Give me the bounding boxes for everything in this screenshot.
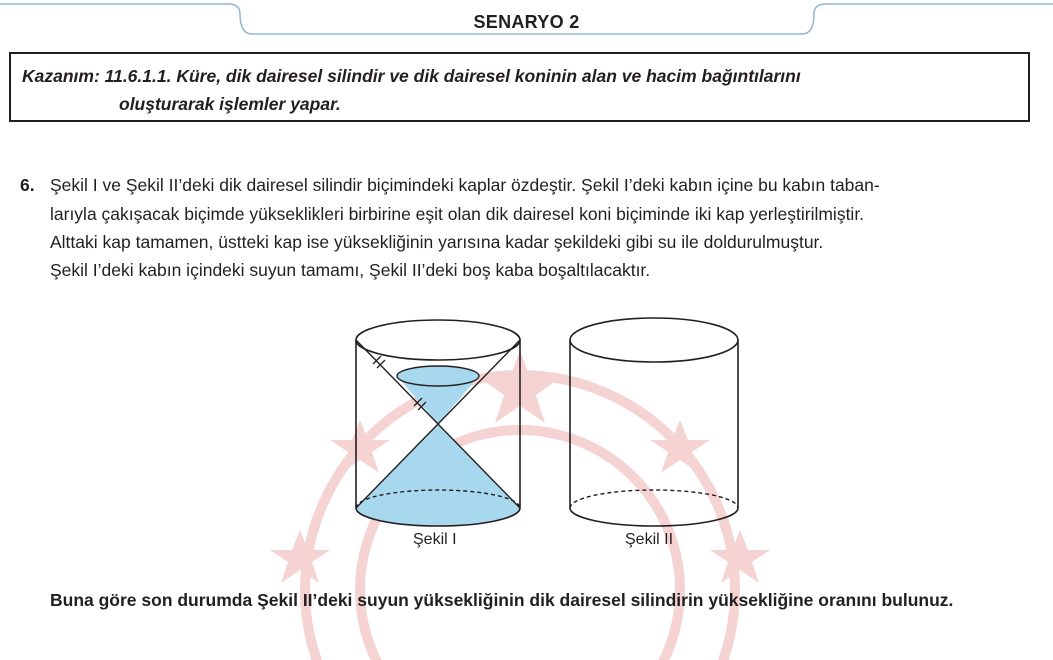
- figures-area: [340, 310, 760, 560]
- outcome-line-1: Kazanım: 11.6.1.1. Küre, dik dairesel silindir ve dik dairesel koninin alan ve hacim bağıntılarını: [22, 66, 801, 86]
- scenario-title: SENARYO 2: [473, 12, 580, 32]
- question-text-line: Alttaki kap tamamen, üstteki kap ise yüksekliğinin yarısına kadar şekildeki gibi su ile doldurulmuştur.: [50, 232, 824, 252]
- question-text-line: Şekil I ve Şekil II’deki dik dairesel silindir biçimindeki kaplar özdeştir. Şekil I’deki kabın içine bu kabın taban-: [50, 175, 880, 195]
- figure-2-label: Şekil II: [625, 531, 674, 548]
- figure-1-drawing: [356, 320, 520, 526]
- learning-outcome-box: [9, 52, 1030, 122]
- question-number: 6.: [20, 175, 35, 195]
- figure-1-label: Şekil I: [413, 531, 457, 548]
- outcome-line-2: oluşturarak işlemler yapar.: [119, 94, 341, 114]
- question-text-line: larıyla çakışacak biçimde yükseklikleri birbirine eşit olan dik dairesel koni biçiminde iki kap yerleştirilmiştir.: [50, 204, 865, 224]
- cylinder-figures: [340, 310, 760, 560]
- question-text-line: Şekil I’deki kabın içindeki suyun tamamı, Şekil II’deki boş kaba boşaltılacaktır.: [50, 260, 651, 280]
- final-question: Buna göre son durumda Şekil II’deki suyun yüksekliğinin dik dairesel silindirin yüksekliğine oranını bulunuz.: [50, 590, 954, 610]
- figure-2-drawing: [570, 318, 738, 526]
